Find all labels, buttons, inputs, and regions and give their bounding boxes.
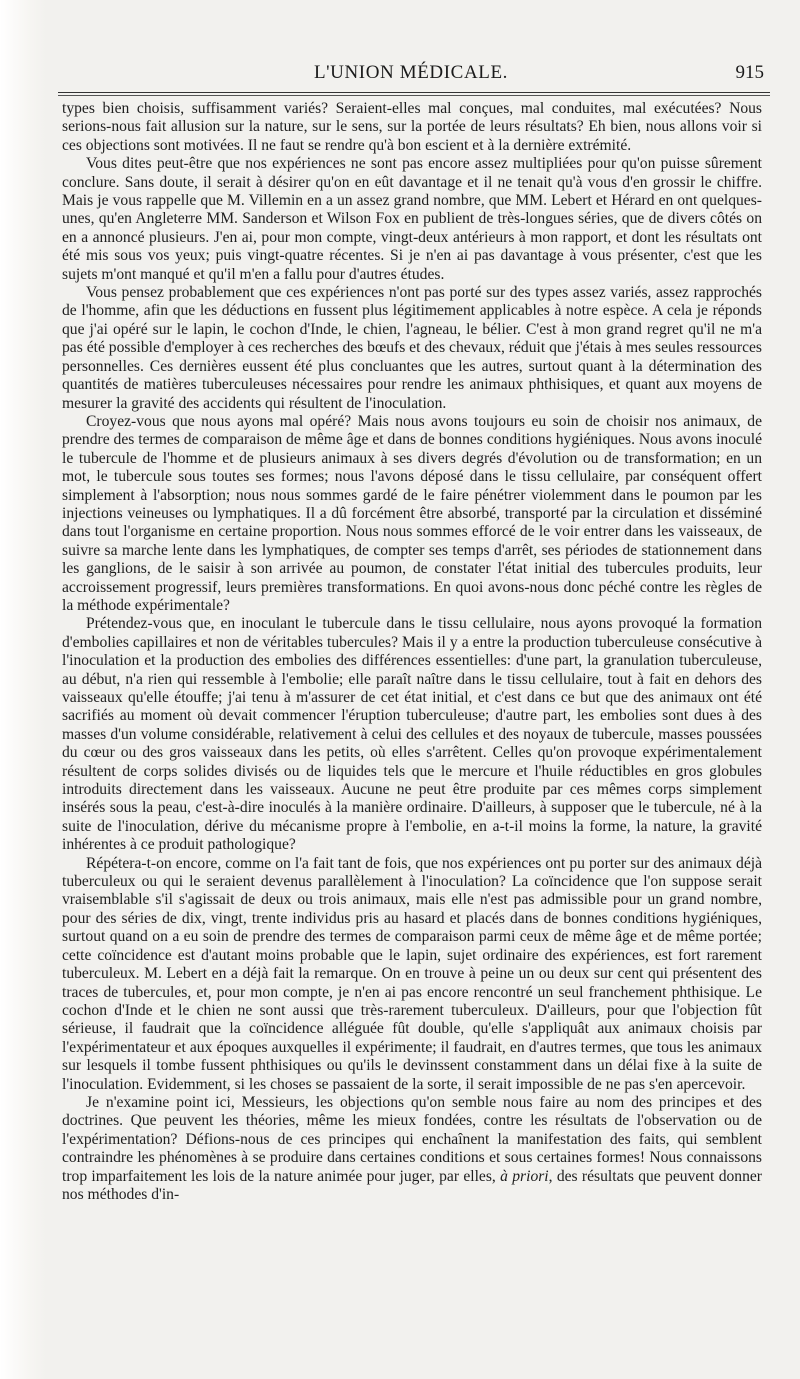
paragraph: Croyez-vous que nous ayons mal opéré? Mais nous avons toujours eu soin de choisir nos animaux, de prendre des termes de comparaison de même âge et dans de bonnes conditions hygiéniques. Nous avons inoculé le tubercule de l'homme et de plusieurs animaux à ses divers degrés d'évolution ou de transformation; en un mot, le tubercule sous toutes ses formes; nous l'avons déposé dans le tissu cellulaire, par conséquent offert simplement à l'absorption; nous nous sommes gardé de le faire pénétrer violemment dans le poumon par les injections veineuses ou lymphatiques. Il a dû forcément être absorbé, transporté par la circulation et disséminé dans tout l'organisme en certaine proportion. Nous nous sommes efforcé de le voir entrer dans les vaisseaux, de suivre sa marche lente dans les lymphatiques, de compter ses temps d'arrêt, ses périodes de stationnement dans les ganglions, de le saisir à son arrivée au poumon, de constater l'état initial des tubercules produits, leur accroissement progressif, leurs premières transformations. En quoi avons-nous donc péché contre les règles de la méthode expérimentale? [62, 412, 762, 614]
page-header [52, 58, 770, 92]
paragraph-last-text: Je n'examine point ici, Messieurs, les objections qu'on semble nous faire au nom des principes et des doctrines. Que peuvent les théories, même les mieux fondées, contre les résultats de l'observation ou de l'expérimentation? Défions-nous de ces principes qui enchaînent la manifestation des faits, qui semblent contraindre les phénomènes à se produire dans certaines conditions et sous certaines formes! Nous connaissons trop imparfaitement les lois de la nature animée pour juger, par elles, [62, 1093, 762, 1185]
italic-phrase: à priori [500, 1167, 549, 1185]
page-number: 915 [735, 62, 764, 83]
paragraph: Prétendez-vous que, en inoculant le tubercule dans le tissu cellulaire, nous ayons provoqué la formation d'embolies capillaires et non de véritables tubercules? Mais il y a entre la production tuberculeuse consécutive à l'inoculation et la production des embolies des différences essentielles: d'une part, la granulation tuberculeuse, au début, n'a rien qui ressemble à l'embolie; elle paraît naître dans le tissu cellulaire, tout à fait en dehors des vaisseaux qu'elle étouffe; j'ai tenu à m'assurer de cet état initial, et c'est dans ce but que des animaux ont été sacrifiés au moment où devait commencer l'éruption tuberculeuse; d'autre part, les embolies sont dues à des masses d'un volume considérable, relativement à celui des cellules et des noyaux de tubercule, masses poussées du cœur ou des gros vaisseaux dans les petits, où elles s'arrêtent. Celles qu'on provoque expérimentalement résultent de corps solides divisés ou de liquides tels que le mercure et l'huile réductibles en gros globules introduits directement dans les vaisseaux. Aucune ne peut être produite par ces mêmes corps simplement insérés sous la peau, c'est-à-dire inoculés à la manière ordinaire. D'ailleurs, à supposer que le tubercule, né à la suite de l'inoculation, dérive du mécanisme propre à l'embolie, en a-t-il moins la forme, la nature, la gravité inhérentes à ce produit pathologique? [62, 615, 762, 854]
article-body [62, 100, 762, 1204]
paragraph-last [62, 1094, 762, 1204]
paragraph-last-tail: , des résultats que peuvent donner nos méthodes d'in- [62, 1167, 762, 1203]
paragraph: Vous dites peut-être que nos expériences ne sont pas encore assez multipliées pour qu'on puisse sûrement conclure. Sans doute, il serait à désirer qu'on en eût davantage et il ne tenait qu'à vous d'en grossir le chiffre. Mais je vous rappelle que M. Villemin en a un assez grand nombre, que MM. Lebert et Hérard en ont quelques-unes, qu'en Angleterre MM. Sanderson et Wilson Fox en publient de très-longues séries, que de divers côtés on en a annoncé plusieurs. J'en ai, pour mon compte, vingt-deux antérieurs à mon rapport, et dont les résultats ont été mis sous vos yeux; puis vingt-quatre récentes. Si je n'en ai pas davantage à vous présenter, c'est que les sujets m'ont manqué et qu'il m'en a fallu pour d'autres études. [62, 155, 762, 283]
page-gutter-shadow [0, 0, 46, 1379]
paragraph: Vous pensez probablement que ces expériences n'ont pas porté sur des types assez variés, assez rapprochés de l'homme, afin que les déductions en fussent plus légitimement applicables à notre espèce. A cela je réponds que j'ai opéré sur le lapin, le cochon d'Inde, le chien, l'agneau, le bélier. C'est à mon grand regret qu'il ne m'a pas été possible d'employer à ces recherches des bœufs et des chevaux, réduit que j'étais à mes seules ressources personnelles. Ces dernières eussent été plus concluantes que les autres, surtout quant à la détermination des quantités de matières tuberculeuses nécessaires pour rendre les animaux phthisiques, et quant aux moyens de mesurer la gravité des accidents qui résultent de l'inoculation. [62, 284, 762, 412]
paragraph-continuation: types bien choisis, suffisamment variés? Seraient-elles mal conçues, mal conduites, mal exécutées? Nous serions-nous fait allusion sur la nature, sur le sens, sur la portée de leurs résultats? Eh bien, nous allons voir si ces objections sont motivées. Il ne faut se rendre qu'à bon escient et à la dernière extrémité. [62, 100, 762, 154]
running-title: L'UNION MÉDICALE. [313, 62, 509, 83]
paragraph: Répétera-t-on encore, comme on l'a fait tant de fois, que nos expériences ont pu porter sur des animaux déjà tuberculeux ou qui le seraient devenus parallèlement à l'inoculation? La coïncidence que l'on suppose serait vraisemblable s'il s'agissait de deux ou trois animaux, mais elle n'est pas admissible pour un grand nombre, pour des séries de dix, vingt, trente individus pris au hasard et placés dans de bonnes conditions hygiéniques, surtout quand on a eu soin de prendre des termes de comparaison parmi ceux de même âge et de même portée; cette coïncidence est d'autant moins probable que le lapin, sujet ordinaire des expériences, est fort rarement tuberculeux. M. Lebert en a déjà fait la remarque. On en trouve à peine un ou deux sur cent qui présentent des traces de tubercules, et, pour mon compte, je n'en ai pas encore rencontré un seul franchement phthisique. Le cochon d'Inde et le chien ne sont aussi que très-rarement tuberculeux. D'ailleurs, pour que l'objection fût sérieuse, il faudrait que la coïncidence alléguée fût double, qu'elle s'appliquât aux animaux choisis par l'expérimentateur et aux époques auxquelles il expérimente; il faudrait, en d'autres termes, que tous les animaux sur lesquels il tombe fussent phthisiques ou qu'ils le devinssent constamment dans un délai fixe à la suite de l'inoculation. Evidemment, si les choses se passaient de la sorte, il serait impossible de ne pas s'en apercevoir. [62, 854, 762, 1093]
header-rule [58, 92, 770, 93]
header-rule-secondary [58, 95, 770, 96]
